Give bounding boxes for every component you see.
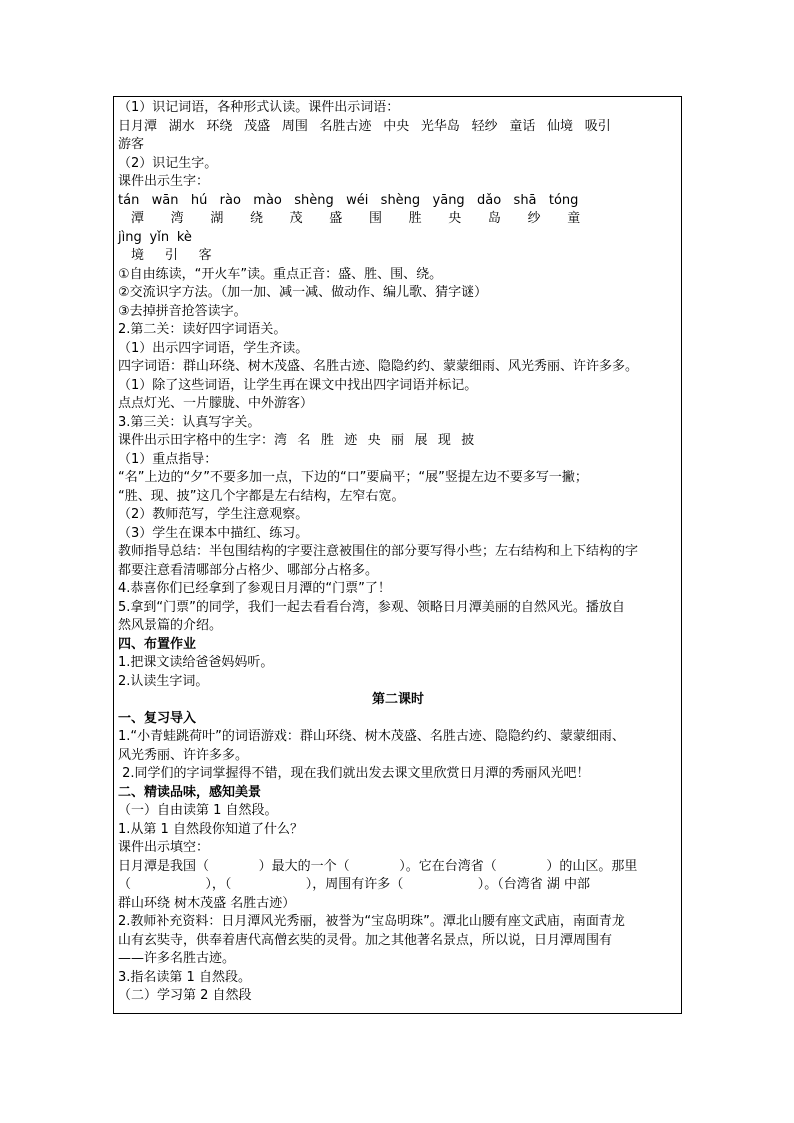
text-line: 1.“小青蛙跳荷叶”的词语游戏：群山环绕、树木茂盛、名胜古迹、隐隐约约、蒙蒙细雨、 (118, 729, 625, 744)
text-line: 风光秀丽、许许多多。 (118, 747, 249, 763)
text-line: “名”上边的“夕”不要多加一点，下边的“口”要扁平；“展”竖提左边不要多写一撇； (118, 470, 588, 485)
text-line: 4.恭喜你们已经拿到了参观日月潭的“门票”了！ (118, 581, 391, 596)
text-line: ②交流识字方法。（加一加、减一减、做动作、编儿歌、猜字谜） (118, 285, 488, 300)
text-line: 课件出示填空： (118, 840, 210, 855)
text-line: 四字词语：群山环绕、树木茂盛、名胜古迹、隐隐约约、蒙蒙细雨、风光秀丽、许许多多。 (118, 359, 639, 374)
text-line: （1）除了这些词语，让学生再在课文中找出四字词语并标记。 (118, 377, 478, 393)
text-line: 2.认读生字词。 (118, 673, 209, 689)
text-line: （2）识记生字。 (118, 155, 218, 171)
text-line: 2.同学们的字词掌握得不错，现在我们就出发去课文里欣赏日月潭的秀丽风光吧！ (118, 766, 590, 781)
text-line: 群山环绕 树木茂盛 名胜古迹） (118, 895, 296, 911)
text-line: 3.指名读第 1 自然段。 (118, 969, 251, 985)
text-line: 山有玄奘寺，供奉着唐代高僧玄奘的灵骨。加之其他著名景点，所以说，日月潭周围有 (118, 932, 613, 948)
text-line: 课件出示生字： (118, 174, 210, 189)
text-line: 然风景篇的介绍。 (118, 618, 223, 633)
text-line: （1）识记词语，各种形式认读。课件出示词语： (118, 100, 400, 115)
text-line: （2）教师范写，学生注意观察。 (118, 507, 309, 522)
text-line: （1）出示四字词语，学生齐读。 (118, 340, 309, 356)
section-heading: 四、布置作业 (118, 636, 197, 652)
text-line: 游客 (118, 137, 145, 152)
lesson-title: 第二课时 (371, 692, 424, 707)
text-line: 1.从第 1 自然段你知道了什么？ (118, 821, 303, 837)
vocabulary-line: 日月潭 湖水 环绕 茂盛 周围 名胜古迹 中央 光华岛 轻纱 童话 仙境 吸引 (118, 118, 611, 134)
lesson-content (118, 99, 678, 1006)
text-line: 2.教师补充资料：日月潭风光秀丽，被誉为“宝岛明珠”。潭北山腰有座文武庙，南面青龙 (118, 914, 625, 929)
text-line: 5.拿到“门票”的同学，我们一起去看看台湾，参观、领略日月潭美丽的自然风光。播放自 (118, 599, 625, 615)
text-line: ——许多名胜古迹。 (118, 951, 236, 966)
pinyin-line: jìng yǐn kè (118, 229, 192, 245)
text-line: 3.第三关：认真写字关。 (118, 414, 261, 430)
text-line: （3）学生在课本中描红、练习。 (118, 525, 309, 541)
section-heading: 二、精读品味，感知美景 (118, 784, 262, 800)
text-line: “胜、现、披”这几个字都是左右结构，左窄右宽。 (118, 488, 405, 504)
text-line: ①自由练读，“开火车”读。重点正音：盛、胜、围、绕。 (118, 266, 443, 282)
text-line: 1.把课文读给爸爸妈妈听。 (118, 655, 274, 670)
character-line: 潭 湾 湖 绕 茂 盛 围 胜 央 岛 纱 童 (131, 211, 581, 226)
text-line: 都要注意看清哪部分占格少、哪部分占格多。 (118, 562, 379, 578)
text-line: 教师指导总结：半包围结构的字要注意被围住的部分要写得小些；左右结构和上下结构的字 (118, 544, 639, 559)
text-line: （二）学习第 2 自然段 (118, 988, 252, 1003)
text-line: （一）自由读第 1 自然段。 (118, 803, 278, 818)
pinyin-line: tán wān hú rào mào shèng wéi shèng yāng dǎo shā tóng (118, 192, 579, 208)
text-line: 2.第二关：读好四字词语关。 (118, 322, 287, 337)
text-line: （1）重点指导： (118, 451, 218, 467)
text-line: ③去掉拼音抢答读字。 (118, 303, 247, 319)
section-heading: 一、复习导入 (118, 710, 197, 726)
fill-blank-line: 日月潭是我国（ ）最大的一个（ ）。它在台湾省（ ）的山区。那里 (118, 858, 638, 874)
text-line: 点点灯光、一片朦胧、中外游客） (118, 396, 314, 411)
text-line: 课件出示田字格中的生字：湾 名 胜 迹 央 丽 展 现 披 (118, 433, 475, 448)
fill-blank-line: （ ），（ ），周围有许多（ ）。（台湾省 湖 中部 (118, 877, 590, 892)
character-line: 境 引 客 (131, 248, 212, 263)
